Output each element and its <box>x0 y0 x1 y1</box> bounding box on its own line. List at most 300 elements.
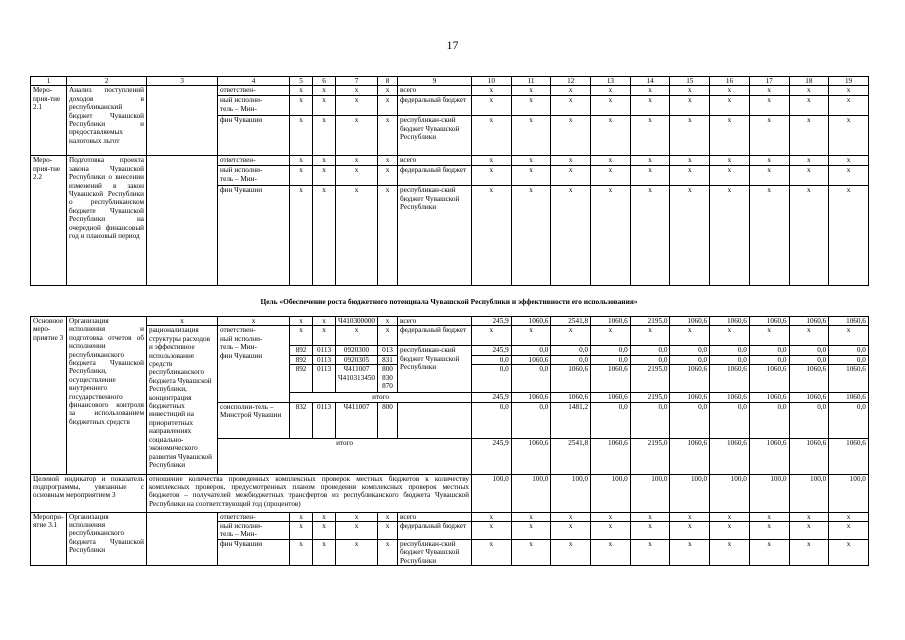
table-cell: 0,0 <box>511 402 551 438</box>
table-cell: x <box>472 116 512 156</box>
table-cell: 0,0 <box>789 355 829 364</box>
table-cell: x <box>551 116 591 156</box>
table-cell: 1060,6 <box>551 393 591 402</box>
table-cell: x <box>670 116 710 156</box>
table-cell: x <box>378 512 398 521</box>
table-cell: 245,9 <box>472 317 512 326</box>
table-cell: x <box>829 326 869 346</box>
table-cell: x <box>749 166 789 186</box>
table-cell: 1060,6 <box>789 438 829 474</box>
table-cell: 0,0 <box>710 355 750 364</box>
table-cell: x <box>378 186 398 286</box>
table-cell: 892 <box>290 365 313 393</box>
table-cell: x <box>290 326 313 346</box>
table-cell: x <box>511 166 551 186</box>
table-cell: x <box>511 522 551 540</box>
table-cell: x <box>789 86 829 96</box>
table-cell: x <box>313 317 336 326</box>
table-cell: x <box>378 156 398 166</box>
table-cell: 2541,8 <box>551 438 591 474</box>
table-cell: x <box>829 156 869 166</box>
table-cell: x <box>710 166 750 186</box>
table-cell: 1481,2 <box>551 402 591 438</box>
table-cell: x <box>630 86 670 96</box>
table-cell: 800 <box>378 402 398 438</box>
table-cell: 100,0 <box>829 474 869 512</box>
event-code: Основное меро-приятие 3 <box>31 317 67 475</box>
table-cell: x <box>290 116 313 156</box>
table-cell: x <box>313 540 336 566</box>
table-cell: 1060,6 <box>749 365 789 393</box>
table-cell: x <box>789 326 829 346</box>
table-cell: 1060,6 <box>749 393 789 402</box>
table-cell: x <box>710 512 750 521</box>
table-cell: 1060,6 <box>670 393 710 402</box>
table-cell: x <box>336 116 378 156</box>
funding-source: всего <box>398 156 472 166</box>
funding-source: федеральный бюджет <box>398 96 472 116</box>
table-cell: 1060,6 <box>710 365 750 393</box>
table-cell <box>398 402 472 438</box>
funding-source: республикан-ский бюджет Чувашской Республики <box>398 186 472 286</box>
table-cell: 0113 <box>313 346 336 355</box>
indicator-label: Целевой индикатор и показатель подпрограммы, увязанные с основным мероприятием 3 <box>31 474 147 512</box>
table-cell: 2195,0 <box>630 393 670 402</box>
table-cell: 1060,6 <box>710 317 750 326</box>
table-cell: 1060,6 <box>710 393 750 402</box>
table-cell: 245,9 <box>472 393 512 402</box>
table-cell: x <box>336 186 378 286</box>
table-cell: 100,0 <box>591 474 631 512</box>
table-cell: x <box>336 540 378 566</box>
table-cell: x <box>290 166 313 186</box>
column-number: 1 <box>31 77 67 86</box>
table-cell: 100,0 <box>551 474 591 512</box>
table-cell: 1060,6 <box>511 393 551 402</box>
goal-link: x <box>147 317 218 326</box>
table-cell: 0113 <box>313 402 336 438</box>
table-cell: 1060,6 <box>749 438 789 474</box>
table-cell: 0,0 <box>511 346 551 355</box>
column-number: 8 <box>378 77 398 86</box>
table-cell: 100,0 <box>630 474 670 512</box>
table-cell: 1060,6 <box>670 317 710 326</box>
table-cell: x <box>789 96 829 116</box>
table-cell: x <box>710 540 750 566</box>
funding-source: федеральный бюджет <box>398 522 472 540</box>
table-cell: x <box>511 96 551 116</box>
table-cell: x <box>472 326 512 346</box>
responsible-line: ответствен- <box>218 86 290 96</box>
table-cell: x <box>630 512 670 521</box>
table-cell: x <box>290 186 313 286</box>
table-cell: x <box>511 326 551 346</box>
table-cell: 0,0 <box>789 346 829 355</box>
table-cell: 2195,0 <box>630 438 670 474</box>
table-cell: x <box>336 156 378 166</box>
table-cell <box>147 512 218 566</box>
table-cell: 1060,6 <box>829 438 869 474</box>
table-cell: 0,0 <box>630 355 670 364</box>
table-cell: x <box>313 512 336 521</box>
table-cell: x <box>749 512 789 521</box>
table-cell: x <box>710 86 750 96</box>
table-cell: 0920300 <box>336 346 378 355</box>
table-cell: 1060,6 <box>591 365 631 393</box>
table-cell: x <box>670 86 710 96</box>
funding-source: республикан-ский бюджет Чувашской Республики <box>398 116 472 156</box>
table-cell: x <box>511 156 551 166</box>
table-cell: 0,0 <box>670 355 710 364</box>
table-cell: 245,9 <box>472 438 512 474</box>
funding-source: всего <box>398 86 472 96</box>
table-cell: x <box>551 540 591 566</box>
table-cell: x <box>591 540 631 566</box>
table-cell: x <box>336 166 378 186</box>
table-cell: x <box>749 522 789 540</box>
table-cell: x <box>710 326 750 346</box>
table-cell: x <box>378 166 398 186</box>
table-cell: x <box>829 512 869 521</box>
table-cell: x <box>472 540 512 566</box>
table-cell: 1060,6 <box>591 393 631 402</box>
table-cell: x <box>290 512 313 521</box>
table-cell: x <box>290 96 313 116</box>
table-cell: x <box>378 96 398 116</box>
table-cell: x <box>829 86 869 96</box>
column-number: 7 <box>336 77 378 86</box>
table-cell: x <box>710 96 750 116</box>
column-number: 17 <box>749 77 789 86</box>
table-cell: x <box>511 540 551 566</box>
table-cell: x <box>591 96 631 116</box>
table-cell: x <box>290 86 313 96</box>
table-row <box>31 326 869 346</box>
table-row <box>31 156 869 166</box>
table-cell: 0,0 <box>749 355 789 364</box>
table-cell: 1060,6 <box>829 365 869 393</box>
table-cell: x <box>710 156 750 166</box>
funding-source: федеральный бюджет <box>398 166 472 186</box>
table-cell: x <box>591 166 631 186</box>
table-cell: x <box>789 522 829 540</box>
table-cell: x <box>336 86 378 96</box>
table-cell: x <box>511 86 551 96</box>
table-cell: x <box>749 96 789 116</box>
funding-source: всего <box>398 317 472 326</box>
table-cell: x <box>749 326 789 346</box>
table-cell: x <box>472 86 512 96</box>
table-cell: x <box>630 116 670 156</box>
table-cell: 100,0 <box>710 474 750 512</box>
table-cell: x <box>378 540 398 566</box>
table-cell: 0,0 <box>591 402 631 438</box>
table-cell: x <box>313 522 336 540</box>
table-cell: x <box>630 156 670 166</box>
table-cell: x <box>551 96 591 116</box>
event-name: Подготовка проекта закона Чувашской Республики о внесении изменений в закон Чувашской Республики о республиканском бюджете Чувашской Республики на очередной финансовый год и плановый период <box>67 156 147 286</box>
column-number: 5 <box>290 77 313 86</box>
table-cell: 2541,8 <box>551 317 591 326</box>
table-cell: x <box>710 186 750 286</box>
table-cell: x <box>472 96 512 116</box>
table-cell: x <box>670 540 710 566</box>
column-number: 15 <box>670 77 710 86</box>
table-cell: ный исполни- тель – Мин- <box>218 166 290 186</box>
goal-heading: Цель «Обеспечение роста бюджетного потенциала Чувашской Республики и эффективности его использования» <box>260 297 638 306</box>
table-cell: ответствен- <box>218 512 290 521</box>
table-cell: 0,0 <box>829 346 869 355</box>
funding-source: республикан-ский бюджет Чувашской Республики <box>398 540 472 566</box>
table-cell: x <box>313 186 336 286</box>
total-label: итого <box>218 438 472 474</box>
table-cell: 892 <box>290 355 313 364</box>
column-number: 13 <box>591 77 631 86</box>
table-cell: x <box>789 186 829 286</box>
expected-result: рационализация структуры расходов и эффективное использование средств республиканского бюджета Чувашской Республики, концентрация бюджетных инвестиций на приоритетных направлениях социально-экономического развития Чувашской Республики <box>147 326 218 474</box>
table-cell: 0,0 <box>551 355 591 364</box>
table-cell <box>147 86 218 156</box>
table-cell: x <box>670 186 710 286</box>
table-cell: x <box>829 96 869 116</box>
page-number: 17 <box>446 38 459 52</box>
table-cell: 1060,6 <box>789 365 829 393</box>
event-code: Меро-прия-тие 2.1 <box>31 86 67 156</box>
table-cell: x <box>378 86 398 96</box>
table-cell: x <box>670 326 710 346</box>
table-cell: ный исполни- тель – Мин- <box>218 522 290 540</box>
table-cell: x <box>630 96 670 116</box>
column-number: 11 <box>511 77 551 86</box>
table-cell: x <box>472 522 512 540</box>
table-cell: x <box>378 116 398 156</box>
table-cell: 1060,6 <box>670 365 710 393</box>
table-cell: 0,0 <box>710 402 750 438</box>
column-number: 10 <box>472 77 512 86</box>
table-cell: x <box>378 522 398 540</box>
table-cell: x <box>749 186 789 286</box>
table-cell: x <box>670 96 710 116</box>
table-row <box>31 474 869 512</box>
table-cell: 1060,6 <box>551 365 591 393</box>
table-cell: x <box>378 317 398 326</box>
table-cell: x <box>472 186 512 286</box>
table-cell: фин Чувашии <box>218 540 290 566</box>
table-row <box>31 317 869 326</box>
column-number: 19 <box>829 77 869 86</box>
table-cell: 0,0 <box>472 365 512 393</box>
table-cell: 0,0 <box>749 402 789 438</box>
table-cell: x <box>313 156 336 166</box>
responsible-executor: ответствен- ный исполни- тель – Мин- фин Чувашии <box>218 326 290 402</box>
table-cell: x <box>710 116 750 156</box>
table-cell: 1060,6 <box>591 317 631 326</box>
table-cell: x <box>472 156 512 166</box>
table-cell: 0,0 <box>789 402 829 438</box>
table-cell: 0,0 <box>710 346 750 355</box>
table-cell: фин Чувашии <box>218 186 290 286</box>
table-cell: 0,0 <box>749 346 789 355</box>
table-cell <box>147 156 218 286</box>
table-cell: 1060,6 <box>591 438 631 474</box>
table-cell: 0920305 <box>336 355 378 364</box>
table-cell: 0,0 <box>829 355 869 364</box>
table-cell: x <box>591 156 631 166</box>
table-cell: Ч411007 <box>336 402 378 438</box>
column-number: 12 <box>551 77 591 86</box>
funding-source: республикан-ский бюджет Чувашской Республики <box>398 346 472 393</box>
table-cell: 0,0 <box>630 402 670 438</box>
table-cell: 0,0 <box>670 402 710 438</box>
table-cell: x <box>591 116 631 156</box>
table-cell: x <box>290 522 313 540</box>
table-cell: x <box>829 166 869 186</box>
table-cell: x <box>789 156 829 166</box>
table-cell: x <box>789 540 829 566</box>
table-cell: x <box>290 156 313 166</box>
table-cell: x <box>829 186 869 286</box>
table-cell: x <box>551 522 591 540</box>
column-number: 14 <box>630 77 670 86</box>
table-cell: 0,0 <box>829 402 869 438</box>
table-cell: x <box>290 540 313 566</box>
table-cell: x <box>670 166 710 186</box>
table-cell: x <box>829 540 869 566</box>
table-cell: x <box>511 116 551 156</box>
table-cell: x <box>511 512 551 521</box>
table-cell: 1060,6 <box>511 317 551 326</box>
table-cell: 100,0 <box>472 474 512 512</box>
table-cell: 100,0 <box>511 474 551 512</box>
funding-source: всего <box>398 512 472 521</box>
table-cell: x <box>336 326 378 346</box>
table-cell: x <box>551 156 591 166</box>
table-cell: 1060,6 <box>511 438 551 474</box>
table-cell: 100,0 <box>670 474 710 512</box>
table-cell: 1060,6 <box>670 438 710 474</box>
column-number: 3 <box>147 77 218 86</box>
table-cell: x <box>591 326 631 346</box>
table-row <box>31 86 869 96</box>
table-cell: x <box>218 317 290 326</box>
table-cell: x <box>710 522 750 540</box>
table-cell: x <box>313 96 336 116</box>
table-cell: x <box>551 512 591 521</box>
table-cell: x <box>472 166 512 186</box>
table-cell: x <box>670 522 710 540</box>
table-cell: 1060,6 <box>829 393 869 402</box>
table-cell: x <box>313 116 336 156</box>
column-number: 6 <box>313 77 336 86</box>
table-cell: x <box>336 96 378 116</box>
column-number: 18 <box>789 77 829 86</box>
table-cell: x <box>749 540 789 566</box>
responsible-line: ный исполни- тель – Мин- <box>218 96 290 116</box>
table-cell: 1060,6 <box>749 317 789 326</box>
table-row <box>31 512 869 521</box>
table-cell: x <box>290 317 313 326</box>
table-cell: x <box>630 326 670 346</box>
table-cell: x <box>630 522 670 540</box>
table-cell: 0,0 <box>472 355 512 364</box>
table-cell: x <box>591 522 631 540</box>
table-cell: 1060,6 <box>710 438 750 474</box>
table-cell: 013 <box>378 346 398 355</box>
table-cell: x <box>313 326 336 346</box>
table-cell: x <box>630 540 670 566</box>
table-cell: x <box>829 522 869 540</box>
table-cell: 0113 <box>313 365 336 393</box>
table-cell: x <box>630 186 670 286</box>
event-name: Анализ поступлений доходов в республиканский бюджет Чувашской Республики и предоставляемых налоговых льгот <box>67 86 147 156</box>
table-cell: x <box>749 86 789 96</box>
table-cell: x <box>336 512 378 521</box>
column-number: 2 <box>67 77 147 86</box>
table-main-event-3 <box>30 316 869 566</box>
table-cell: x <box>630 166 670 186</box>
table-cell: x <box>336 522 378 540</box>
table-cell: 0,0 <box>630 346 670 355</box>
table-cell: 1060,6 <box>511 355 551 364</box>
table-cell: 832 <box>290 402 313 438</box>
table-cell: x <box>313 86 336 96</box>
funding-source: федеральный бюджет <box>398 326 472 346</box>
column-number-row <box>31 77 869 86</box>
table-cell: 2195,0 <box>630 317 670 326</box>
table-cell: Ч411007 Ч410313450 <box>336 365 378 393</box>
table-cell: x <box>551 186 591 286</box>
table-cell: Ч410300000 <box>336 317 378 326</box>
table-cell: x <box>313 166 336 186</box>
table-cell: 0,0 <box>591 346 631 355</box>
table-cell: 0,0 <box>551 346 591 355</box>
table-cell: x <box>789 512 829 521</box>
table-cell: 800 830 870 <box>378 365 398 393</box>
table-cell: x <box>551 166 591 186</box>
table-cell: ответствен- <box>218 156 290 166</box>
table-cell: 1060,6 <box>789 393 829 402</box>
table-cell: 0113 <box>313 355 336 364</box>
table-cell: 0,0 <box>591 355 631 364</box>
table-cell: x <box>472 512 512 521</box>
table-cell: x <box>591 512 631 521</box>
table-cell: 2195,0 <box>630 365 670 393</box>
table-cell: x <box>591 86 631 96</box>
table-cell: x <box>829 116 869 156</box>
column-number: 4 <box>218 77 290 86</box>
table-cell: x <box>378 326 398 346</box>
subtotal-label: итого <box>290 393 472 402</box>
event-name: Организация исполнения республиканского бюджета Чувашской Республики <box>67 512 147 566</box>
table-cell: x <box>749 116 789 156</box>
event-name: Организация исполнения и подготовка отчетов об исполнении республиканского бюджета Чувашской Республики, осуществление внутреннего государственного финансового контроля за использованием бюджетных средств <box>67 317 147 475</box>
table-cell: 892 <box>290 346 313 355</box>
table-cell: 100,0 <box>789 474 829 512</box>
responsible-line: фин Чувашии <box>218 116 290 156</box>
table-cell: 1060,6 <box>829 317 869 326</box>
co-executor: соисполни-тель – Минстрой Чувашии <box>218 402 290 438</box>
table-cell: 0,0 <box>511 365 551 393</box>
table-cell: 100,0 <box>749 474 789 512</box>
event-code: Меро-прия-тие 2.2 <box>31 156 67 286</box>
table-cell: 245,9 <box>472 346 512 355</box>
column-number: 16 <box>710 77 750 86</box>
table-cell: x <box>789 166 829 186</box>
indicator-text: отношение количества проведенных комплексных проверок местных бюджетов к количеству комплексных проверок, предусмотренных планом проведения комплексных проверок местных бюджетов – получателей межбюджетных трансфертов из республиканского бюджета Чувашской Республики на соответствующий год (процентов) <box>147 474 472 512</box>
table-cell: 831 <box>378 355 398 364</box>
table-cell: x <box>591 186 631 286</box>
table-cell: x <box>551 86 591 96</box>
